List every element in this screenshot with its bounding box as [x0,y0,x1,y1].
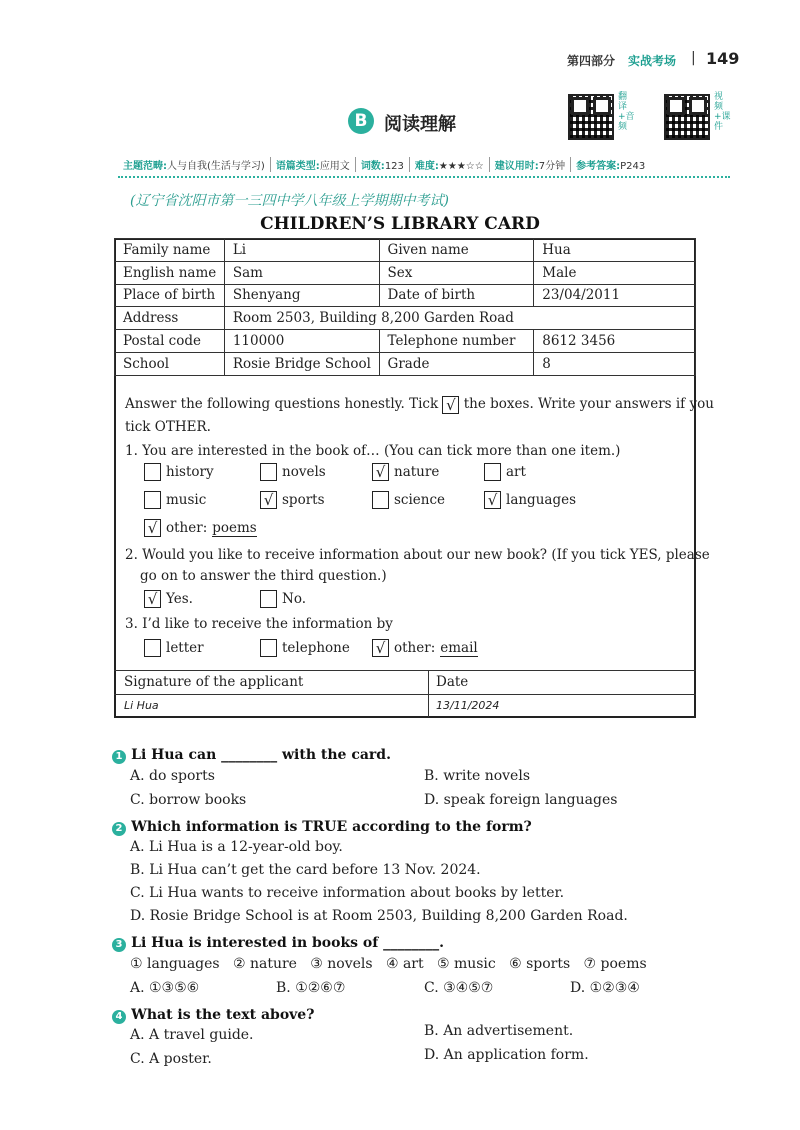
question-2-cont: go on to answer the third question.) [140,568,387,584]
table-row: Family name Li Given name Hua [115,239,696,262]
answer-option[interactable]: A. do sports [130,768,215,784]
other-answer: email [440,639,478,656]
checkbox[interactable]: √ [144,519,161,537]
option-letter[interactable]: letter [144,639,204,657]
checkbox[interactable]: √ [484,491,501,509]
option-yes[interactable]: √ Yes. [144,590,193,608]
section-title: 阅读理解 [384,114,456,135]
checkbox[interactable] [260,590,277,608]
table-row: School Rosie Bridge School Grade 8 [115,352,696,375]
question-1-prompt: 1 Li Hua can ________ with the card. [112,744,391,764]
answer-option[interactable]: D. speak foreign languages [424,792,618,808]
table-row: Place of birth Shenyang Date of birth 23/04/2011 [115,284,696,307]
card-title: CHILDREN’S LIBRARY CARD [260,214,540,234]
option-nature[interactable]: √ nature [372,463,439,481]
option-sports[interactable]: √ sports [260,491,325,509]
instructions: Answer the following questions honestly. Tick √ the boxes. Write your answers if you [125,395,714,414]
signature: Li Hua [124,699,159,712]
option-novels[interactable]: novels [260,463,326,481]
table-row: Address Room 2503, Building 8,200 Garden Road [115,307,696,330]
date-value: 13/11/2024 [436,699,500,712]
qr-code-icon[interactable] [568,94,614,140]
instructions-cont: tick OTHER. [125,419,211,435]
option-telephone[interactable]: telephone [260,639,350,657]
answer-option[interactable]: D. ①②③④ [570,980,640,996]
section-badge: B [348,108,374,134]
signature-header-row: Signature of the applicant Date [114,670,696,695]
answer-option[interactable]: A. Li Hua is a 12-year-old boy. [130,839,343,855]
qr-code-icon[interactable] [664,94,710,140]
answer-option[interactable]: C. A poster. [130,1051,212,1067]
answer-option[interactable]: A. A travel guide. [130,1027,254,1043]
question-2: 2. Would you like to receive information about our new book? (If you tick YES, please [125,547,710,563]
question-3: 3. I’d like to receive the information by [125,616,393,632]
checkbox[interactable]: √ [144,590,161,608]
option-science[interactable]: science [372,491,445,509]
question-3-prompt: 3 Li Hua is interested in books of ________. [112,932,444,952]
checkbox[interactable] [144,463,161,481]
table-row: English name Sam Sex Male [115,261,696,284]
info-table [114,238,696,376]
table-row: Postal code 110000 Telephone number 8612 3456 [115,330,696,353]
signature-value-row [114,694,696,717]
divider [118,176,730,178]
option-history[interactable]: history [144,463,214,481]
checkbox[interactable] [144,639,161,657]
option-languages[interactable]: √ languages [484,491,576,509]
part-label: 第四部分 [567,54,616,68]
answer-option[interactable]: D. Rosie Bridge School is at Room 2503, Building 8,200 Garden Road. [130,908,628,924]
answer-option[interactable]: D. An application form. [424,1047,589,1063]
tick-sample-checkbox: √ [442,396,459,414]
answer-option[interactable]: B. ①②⑥⑦ [276,980,346,996]
other-answer: poems [212,519,257,536]
answer-option[interactable]: B. An advertisement. [424,1023,574,1039]
checkbox[interactable] [260,639,277,657]
header-separator: | [691,50,696,66]
checkbox[interactable] [372,491,389,509]
answer-option[interactable]: C. Li Hua wants to receive information about books by letter. [130,885,565,901]
checkbox[interactable]: √ [372,463,389,481]
qr-label: 视频+课件 [714,92,731,132]
answer-option[interactable]: B. write novels [424,768,531,784]
checkbox[interactable] [260,463,277,481]
answer-option[interactable]: B. Li Hua can’t get the card before 13 Nov. 2024. [130,862,481,878]
qr-label: 翻译+音频 [618,92,635,132]
checkbox[interactable]: √ [260,491,277,509]
checkbox[interactable] [144,491,161,509]
source-note: (辽宁省沈阳市第一三四中学八年级上学期期中考试) [130,193,449,209]
checkbox[interactable]: √ [372,639,389,657]
option-no[interactable]: No. [260,590,306,608]
section-label: 实战考场 [628,54,677,68]
item-list: ① languages ② nature ③ novels ④ art ⑤ music ⑥ sports ⑦ poems [130,956,647,972]
answer-option[interactable]: C. ③④⑤⑦ [424,980,494,996]
meta-bar: 主题范畴:人与自我(生活与学习) 语篇类型:应用文 词数:123 难度:★★★☆☆ 建议用时:7分钟 参考答案:P243 [118,157,730,172]
option-art[interactable]: art [484,463,526,481]
answer-option[interactable]: C. borrow books [130,792,247,808]
question-4-prompt: 4 What is the text above? [112,1004,314,1024]
page-number: 149 [706,49,740,68]
option-other[interactable]: √ other: poems [144,519,257,537]
option-music[interactable]: music [144,491,206,509]
checkbox[interactable] [484,463,501,481]
question-2-prompt: 2 Which information is TRUE according to the form? [112,816,532,836]
answer-option[interactable]: A. ①③⑤⑥ [130,980,200,996]
question-1: 1. You are interested in the book of… (You can tick more than one item.) [125,443,621,459]
option-other-method[interactable]: √ other: email [372,639,478,657]
